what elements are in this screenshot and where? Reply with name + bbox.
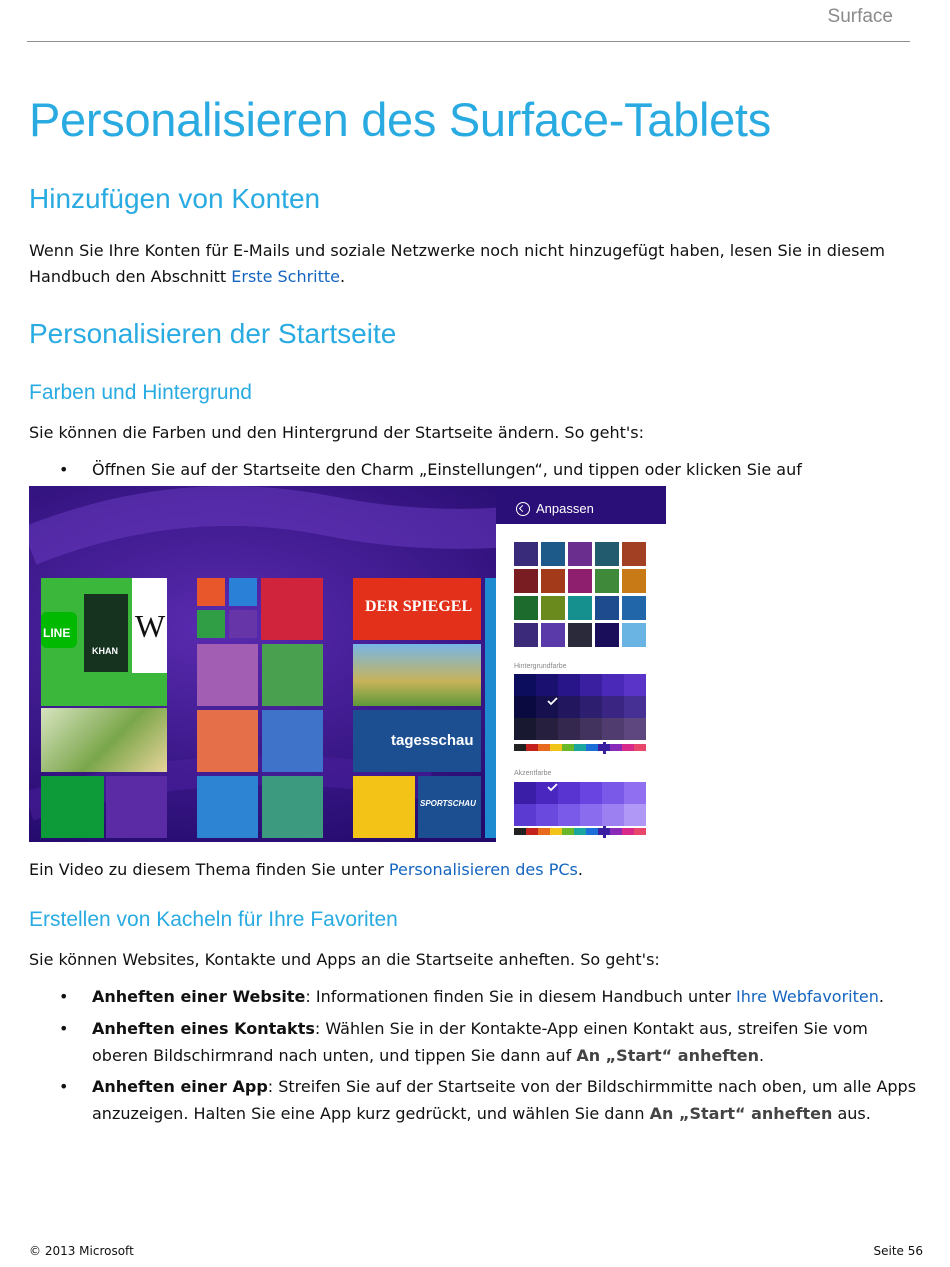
tile-publisher <box>262 776 323 838</box>
tile-khan-label: KHAN <box>92 646 118 656</box>
bullet-text <box>92 1015 917 1069</box>
bullet-bold: Anheften einer Website <box>92 987 306 1006</box>
bullet-end: . <box>878 987 884 1006</box>
tile-onenote <box>197 644 258 706</box>
background-color-label: Hintergrundfarbe <box>514 663 567 670</box>
accounts-text-end: . <box>340 267 346 286</box>
personalize-panel <box>496 486 666 842</box>
bullet-end: aus. <box>832 1104 871 1123</box>
tile-alarm <box>261 578 323 640</box>
bullet-command: An „Start“ anheften <box>576 1046 760 1065</box>
tile-food <box>41 708 167 772</box>
bullet-command: An „Start“ anheften <box>649 1104 833 1123</box>
accounts-text: Wenn Sie Ihre Konten für E-Mails und soziale Netzwerke noch nicht hinzugefügt haben, lesen Sie in diesem Handbuch den Abschnitt <box>29 241 885 286</box>
bullet-plain: : Wählen Sie in der Kontakte-App einen Kontakt aus, streifen Sie vom oberen Bildschirmrand nach unten, und tippen Sie dann auf <box>92 1019 868 1065</box>
bullet-icon: • <box>59 1077 69 1096</box>
section-heading-start: Personalisieren der Startseite <box>29 318 397 349</box>
tile-small-3 <box>197 610 225 638</box>
tile-finance <box>41 776 104 838</box>
page-number: Seite 56 <box>873 1244 923 1258</box>
tile-word <box>262 710 323 772</box>
bullet-plain: : Streifen Sie auf der Startseite von der Bildschirmmitte nach oben, um alle Apps anzuzeigen. Halten Sie eine App kurz gedrückt, und wählen Sie dann <box>92 1077 917 1123</box>
subheading-tiles: Erstellen von Kacheln für Ihre Favoriten <box>29 908 398 931</box>
link-erste-schritte[interactable]: Erste Schritte <box>231 267 341 286</box>
tile-spiegel-label: DER SPIEGEL <box>365 598 473 615</box>
link-personalisieren-pcs[interactable]: Personalisieren des PCs <box>388 860 578 879</box>
bullet-icon: • <box>59 460 69 479</box>
tile-excel <box>262 644 323 706</box>
tile-polar <box>353 776 415 838</box>
video-text-end: . <box>577 860 583 879</box>
bullet-icon: • <box>59 987 69 1006</box>
tile-small-1 <box>197 578 225 606</box>
bullet-plain: Öffnen Sie auf der Startseite den Charm „Einstellungen“, und tippen oder klicken Sie auf <box>92 460 802 479</box>
tile-partial <box>485 578 496 838</box>
tile-small-4 <box>229 610 257 638</box>
tile-wiki-label: W <box>135 608 166 644</box>
colors-intro: Sie können die Farben und den Hintergrund der Startseite ändern. So geht's: <box>29 423 644 442</box>
start-screen-screenshot <box>29 486 666 842</box>
tile-sportschau-label: SPORTSCHAU <box>420 799 476 808</box>
link-webfavoriten[interactable]: Ihre Webfavoriten <box>736 987 879 1006</box>
tile-small-2 <box>229 578 257 606</box>
section-heading-accounts: Hinzufügen von Konten <box>29 183 321 214</box>
brand-label: Surface <box>827 6 893 27</box>
bullet-text <box>92 983 917 1010</box>
bullet-text <box>92 1073 917 1127</box>
video-paragraph <box>29 857 909 883</box>
tile-outlook <box>197 776 258 838</box>
subheading-colors: Farben und Hintergrund <box>29 381 252 404</box>
tile-line-label: LINE <box>43 626 71 640</box>
bullet-icon: • <box>59 1019 69 1038</box>
copyright: © 2013 Microsoft <box>29 1244 134 1258</box>
tile-khan <box>84 594 128 672</box>
bullet-plain: : Informationen finden Sie in diesem Handbuch unter <box>305 987 736 1006</box>
tile-game <box>353 644 481 706</box>
panel-title: Anpassen <box>536 501 594 516</box>
tile-tagesschau-label: tagesschau <box>391 732 474 749</box>
bullet-bold: Anheften einer App <box>92 1077 268 1096</box>
bullet-end: . <box>759 1046 765 1065</box>
header-divider <box>27 41 910 42</box>
tile-sport <box>106 776 167 838</box>
accent-color-label: Akzentfarbe <box>514 770 552 777</box>
accounts-paragraph <box>29 238 909 290</box>
tiles-intro: Sie können Websites, Kontakte und Apps an die Startseite anheften. So geht's: <box>29 950 660 969</box>
bullet-bold: Anheften eines Kontakts <box>92 1019 315 1038</box>
tile-powerpoint <box>197 710 258 772</box>
page-title: Personalisieren des Surface-Tablets <box>29 93 771 146</box>
video-text: Ein Video zu diesem Thema finden Sie unter <box>29 860 389 879</box>
